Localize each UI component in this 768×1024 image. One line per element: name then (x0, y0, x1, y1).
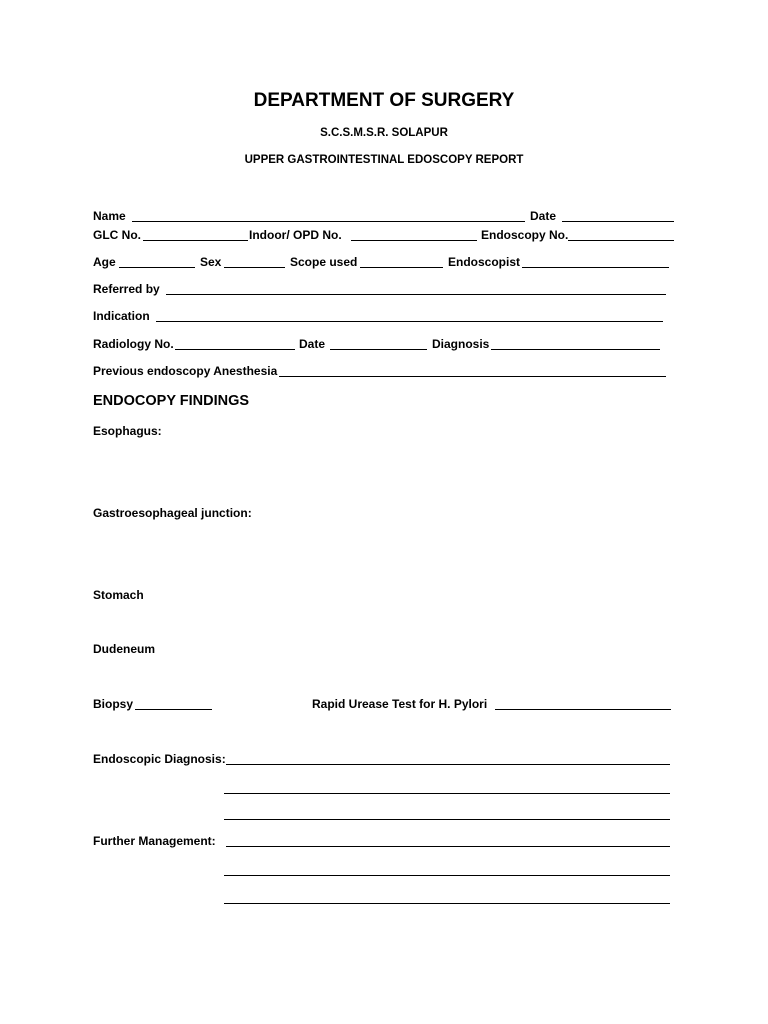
glc-field[interactable] (143, 240, 248, 241)
scope-used-field[interactable] (360, 267, 443, 268)
diagnosis-field[interactable] (491, 349, 660, 350)
indoor-opd-label: Indoor/ OPD No. (249, 228, 342, 242)
further-management-line-1[interactable] (226, 846, 670, 847)
ge-junction-label: Gastroesophageal junction: (93, 506, 252, 520)
esophagus-label: Esophagus: (93, 424, 162, 438)
institution-name: S.C.S.M.S.R. SOLAPUR (320, 127, 448, 139)
sex-label: Sex (200, 255, 222, 269)
endoscopic-diagnosis-line-1[interactable] (226, 764, 670, 765)
endoscopy-no-field[interactable] (568, 240, 674, 241)
endoscopic-diagnosis-line-2[interactable] (224, 793, 670, 794)
report-title: UPPER GASTROINTESTINAL EDOSCOPY REPORT (244, 154, 524, 166)
radiology-no-label: Radiology No. (93, 337, 174, 351)
indication-label: Indication (93, 309, 150, 323)
glc-label: GLC No. (93, 228, 141, 242)
rapid-urease-label: Rapid Urease Test for H. Pylori (312, 697, 488, 711)
referred-by-field[interactable] (166, 294, 666, 295)
findings-heading: ENDOCOPY FINDINGS (93, 393, 250, 409)
further-management-line-2[interactable] (224, 875, 670, 876)
endoscopist-label: Endoscopist (448, 255, 521, 269)
scope-used-label: Scope used (290, 255, 358, 269)
endoscopy-no-label: Endoscopy No. (481, 228, 569, 242)
sex-field[interactable] (224, 267, 285, 268)
further-management-label: Further Management: (93, 834, 216, 848)
date-label: Date (530, 209, 557, 223)
diagnosis-label: Diagnosis (432, 337, 490, 351)
endoscopic-diagnosis-line-3[interactable] (224, 819, 670, 820)
age-field[interactable] (119, 267, 195, 268)
page-title: DEPARTMENT OF SURGERY (253, 90, 515, 111)
duodenum-label: Dudeneum (93, 642, 156, 656)
indoor-opd-field[interactable] (351, 240, 477, 241)
name-field[interactable] (132, 221, 525, 222)
radiology-date-label: Date (299, 337, 326, 351)
biopsy-label: Biopsy (93, 697, 134, 711)
endoscopic-diagnosis-label: Endoscopic Diagnosis: (93, 752, 226, 766)
stomach-label: Stomach (93, 588, 144, 602)
previous-endoscopy-field[interactable] (279, 376, 666, 377)
further-management-line-3[interactable] (224, 903, 670, 904)
date-field[interactable] (562, 221, 674, 222)
biopsy-field[interactable] (135, 709, 212, 710)
name-label: Name (93, 209, 126, 223)
rapid-urease-field[interactable] (495, 709, 671, 710)
radiology-date-field[interactable] (330, 349, 427, 350)
radiology-no-field[interactable] (175, 349, 295, 350)
referred-by-label: Referred by (93, 282, 160, 296)
age-label: Age (93, 255, 116, 269)
indication-field[interactable] (156, 321, 663, 322)
previous-endoscopy-label: Previous endoscopy Anesthesia (93, 364, 278, 378)
endoscopist-field[interactable] (522, 267, 669, 268)
